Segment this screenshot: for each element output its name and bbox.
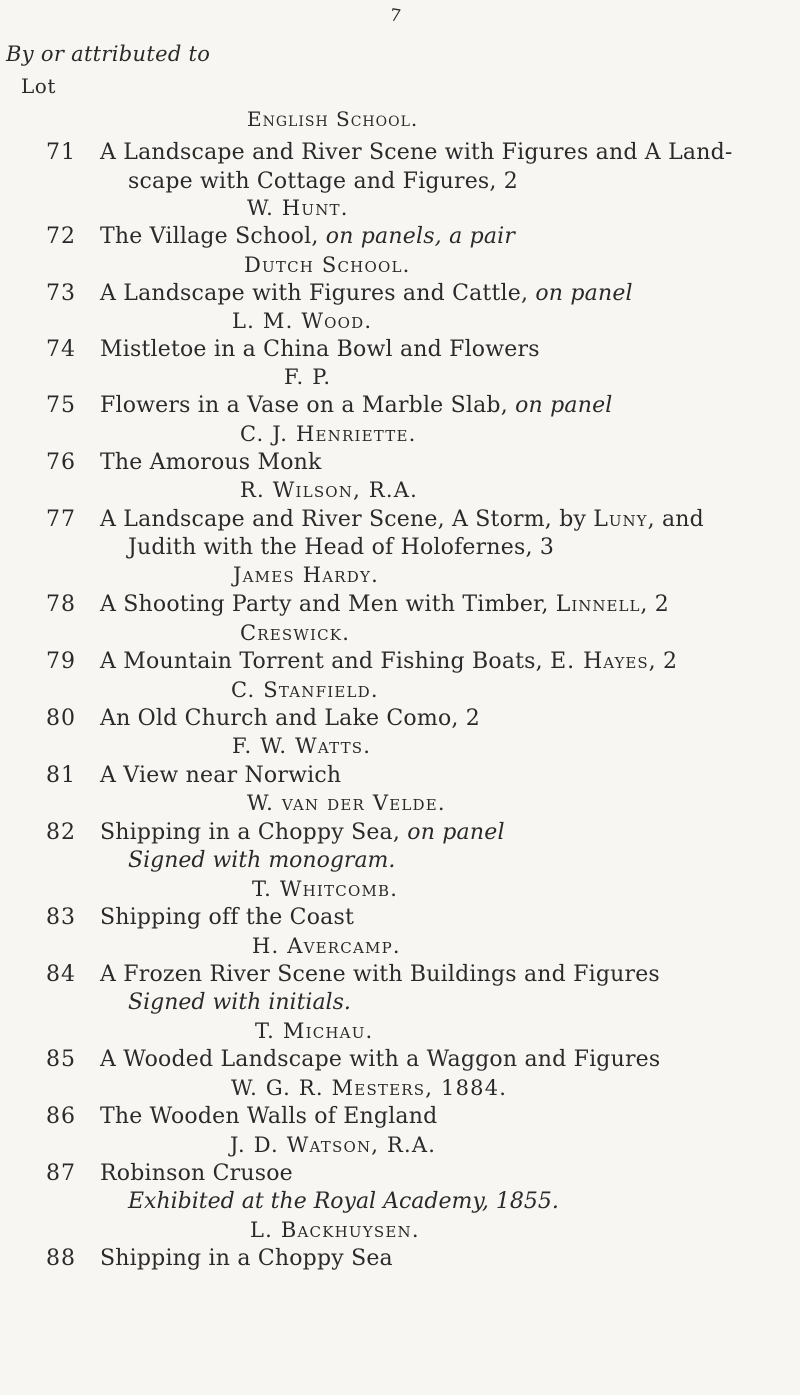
section-heading: English School.: [247, 107, 419, 131]
lot-title: A Landscape with Figures and Cattle, on panel: [100, 281, 633, 306]
lot-artist: T. Whitcomb.: [252, 877, 399, 901]
lot-number: 84: [46, 962, 76, 987]
lot-title: A Frozen River Scene with Buildings and Figures: [100, 962, 660, 987]
lot-number: 81: [46, 763, 76, 788]
lot-artist: James Hardy.: [233, 563, 379, 587]
lot-title: A Wooded Landscape with a Waggon and Figures: [100, 1047, 661, 1072]
lot-artist: Creswick.: [240, 621, 351, 645]
lot-note: Signed with initials.: [128, 990, 351, 1015]
lot-column-label: Lot: [21, 74, 56, 98]
lot-artist: H. Avercamp.: [252, 934, 401, 958]
lot-title: A Landscape and River Scene with Figures and A Land-: [100, 140, 733, 165]
lot-artist: F. P.: [284, 365, 332, 389]
lot-title: An Old Church and Lake Como, 2: [100, 706, 480, 731]
lot-number: 87: [46, 1161, 76, 1186]
lot-title: A View near Norwich: [100, 763, 342, 788]
lot-artist: Dutch School.: [244, 253, 411, 277]
lot-title: Flowers in a Vase on a Marble Slab, on panel: [100, 393, 613, 418]
lot-title: Shipping in a Choppy Sea: [100, 1246, 393, 1271]
lot-title: Shipping off the Coast: [100, 905, 354, 930]
lot-artist: F. W. Watts.: [232, 734, 372, 758]
lot-number: 80: [46, 706, 76, 731]
lot-title: A Shooting Party and Men with Timber, Linnell, 2: [100, 592, 669, 617]
lot-number: 86: [46, 1104, 76, 1129]
lot-number: 74: [46, 337, 76, 362]
lot-title: Robinson Crusoe: [100, 1161, 293, 1186]
lot-artist: C. J. Henriette.: [240, 422, 417, 446]
lot-number: 71: [46, 140, 76, 165]
lot-artist: W. G. R. Mesters, 1884.: [231, 1076, 508, 1100]
page-header: By or attributed to: [6, 42, 211, 66]
lot-title: The Wooden Walls of England: [100, 1104, 438, 1129]
lot-number: 72: [46, 224, 76, 249]
lot-artist: W. Hunt.: [247, 196, 349, 220]
lot-number: 82: [46, 820, 76, 845]
lot-title-continued: scape with Cottage and Figures, 2: [128, 169, 518, 194]
lot-number: 75: [46, 393, 76, 418]
lot-title: The Village School, on panels, a pair: [100, 224, 516, 249]
lot-title: The Amorous Monk: [100, 450, 322, 475]
lot-title-continued: Judith with the Head of Holofernes, 3: [128, 535, 555, 560]
lot-note: Exhibited at the Royal Academy, 1855.: [128, 1189, 559, 1214]
lot-artist: C. Stanfield.: [231, 678, 379, 702]
lot-number: 83: [46, 905, 76, 930]
lot-artist: W. van der Velde.: [247, 791, 446, 815]
lot-artist: L. M. Wood.: [232, 309, 373, 333]
lot-title: A Mountain Torrent and Fishing Boats, E. Hayes, 2: [100, 649, 678, 674]
lot-number: 85: [46, 1047, 76, 1072]
lot-title: Shipping in a Choppy Sea, on panel: [100, 820, 505, 845]
lot-artist: J. D. Watson, R.A.: [230, 1133, 437, 1157]
lot-number: 79: [46, 649, 76, 674]
lot-number: 88: [46, 1246, 76, 1271]
lot-artist: T. Michau.: [255, 1019, 374, 1043]
lot-title: Mistletoe in a China Bowl and Flowers: [100, 337, 540, 362]
lot-note: Signed with monogram.: [128, 848, 396, 873]
lot-title: A Landscape and River Scene, A Storm, by Luny, and: [100, 507, 704, 532]
lot-artist: R. Wilson, R.A.: [240, 478, 419, 502]
lot-number: 77: [46, 507, 76, 532]
lot-number: 76: [46, 450, 76, 475]
lot-number: 73: [46, 281, 76, 306]
lot-artist: L. Backhuysen.: [250, 1218, 420, 1242]
lot-number: 78: [46, 592, 76, 617]
page-number: 7: [388, 5, 403, 27]
